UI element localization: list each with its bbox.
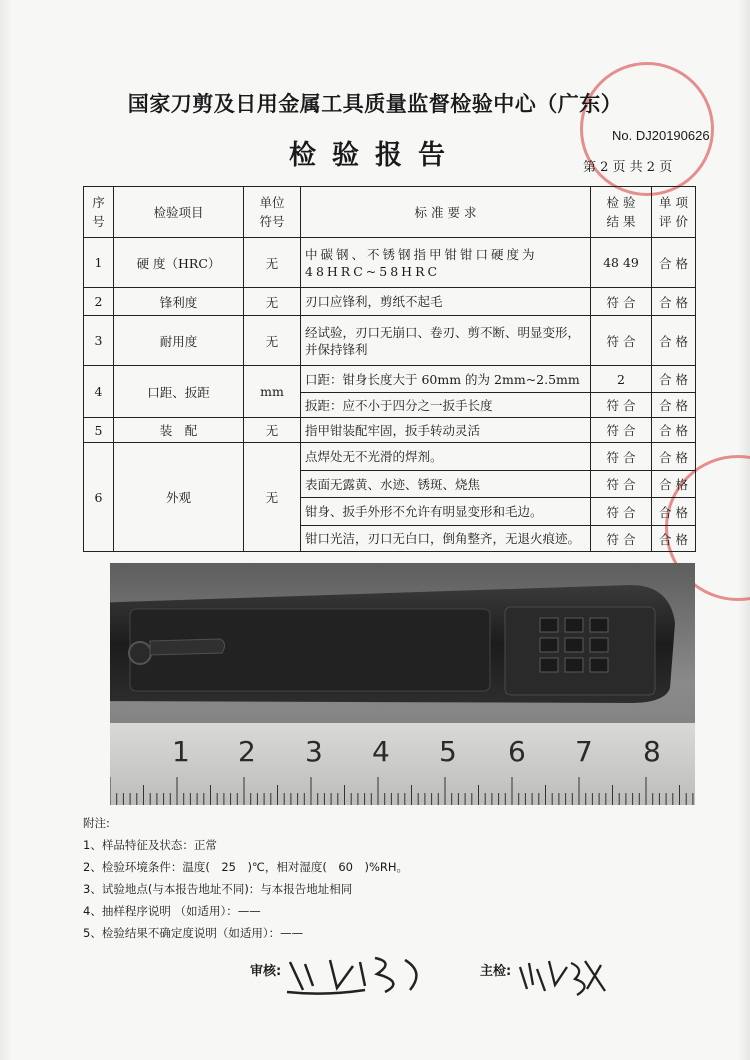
note-item: 4、抽样程序说明 （如适用）：—— (83, 904, 261, 918)
row-eval: 合 格 (652, 366, 696, 393)
row-result: 符 合 (591, 498, 652, 526)
row-no: 2 (84, 288, 114, 316)
report-number: No. DJ20190626 (612, 128, 710, 143)
row-item: 硬 度（HRC） (114, 238, 244, 288)
row-no: 6 (84, 443, 114, 552)
reviewer-label: 审核: (250, 964, 282, 979)
row-unit: 无 (244, 288, 301, 316)
row-result: 2 (591, 366, 652, 393)
row-result: 符 合 (591, 418, 652, 443)
row-eval: 合 格 (652, 443, 696, 471)
row-eval: 合 格 (652, 316, 696, 366)
reviewer-signature (285, 952, 455, 1002)
inspector-label: 主检: (480, 964, 512, 979)
row-unit: mm (244, 366, 301, 418)
row-item: 锋利度 (114, 288, 244, 316)
row-unit: 无 (244, 418, 301, 443)
inspection-table (83, 186, 696, 552)
row-result: 48 49 (591, 238, 652, 288)
row-item: 外观 (114, 443, 244, 552)
note-item: 2、检验环境条件：温度( 25 )℃，相对湿度( 60 )%RH。 (83, 860, 409, 874)
nail-clipper-image (110, 563, 695, 805)
row-requirement: 中碳钢、不锈钢指甲钳钳口硬度为48HRC~58HRC (301, 238, 591, 288)
row-item: 口距、扳距 (114, 366, 244, 418)
row-result: 符 合 (591, 526, 652, 552)
table-row (84, 288, 696, 316)
row-result: 符 合 (591, 316, 652, 366)
ruler-number: 2 (238, 735, 256, 768)
table-row (84, 418, 696, 443)
row-unit: 无 (244, 238, 301, 288)
page-info: 第 2 页 共 2 页 (583, 160, 673, 175)
row-eval: 合 格 (652, 498, 696, 526)
header-unit: 单位 符号 (244, 187, 301, 238)
row-no: 5 (84, 418, 114, 443)
notes-section (83, 812, 408, 944)
row-unit: 无 (244, 443, 301, 552)
row-no: 1 (84, 238, 114, 288)
header-no: 序号 (84, 187, 114, 238)
row-eval: 合 格 (652, 418, 696, 443)
note-item: 3、试验地点(与本报告地址不同)：与本报告地址相同 (83, 882, 353, 896)
row-no: 3 (84, 316, 114, 366)
row-eval: 合 格 (652, 526, 696, 552)
row-result: 符 合 (591, 393, 652, 418)
report-title: 检验报告 (289, 140, 461, 171)
table-row (84, 366, 696, 393)
product-photo (110, 563, 695, 805)
table-header-row (84, 187, 696, 238)
ruler-number: 1 (172, 735, 190, 768)
note-item: 5、检验结果不确定度说明（如适用）：—— (83, 926, 304, 940)
organization-name: 国家刀剪及日用金属工具质量监督检验中心（广东） (127, 92, 623, 116)
row-requirement: 口距：钳身长度大于 60mm 的为 2mm~2.5mm (301, 366, 591, 393)
header-result: 检 验 结 果 (591, 187, 652, 238)
ruler-number: 8 (643, 735, 661, 768)
row-no: 4 (84, 366, 114, 418)
row-result: 符 合 (591, 443, 652, 471)
row-result: 符 合 (591, 288, 652, 316)
ruler-number: 4 (372, 735, 390, 768)
row-requirement: 点焊处无不光滑的焊剂。 (301, 443, 591, 471)
row-requirement: 表面无露黄、水迹、锈斑、烧焦 (301, 471, 591, 498)
row-requirement: 钳口光洁，刃口无白口，倒角整齐，无退火痕迹。 (301, 526, 591, 552)
row-requirement: 经试验，刃口无崩口、卷刃、剪不断、明显变形，并保持锋利 (301, 316, 591, 366)
note-item: 1、样品特征及状态：正常 (83, 838, 217, 852)
ruler-number: 7 (575, 735, 593, 768)
inspector-signature (515, 955, 615, 1003)
table-row (84, 316, 696, 366)
row-unit: 无 (244, 316, 301, 366)
ruler-number: 5 (439, 735, 457, 768)
row-eval: 合 格 (652, 288, 696, 316)
row-requirement: 扳距：应不小于四分之一扳手长度 (301, 393, 591, 418)
row-eval: 合 格 (652, 238, 696, 288)
row-eval: 合 格 (652, 471, 696, 498)
row-result: 符 合 (591, 471, 652, 498)
row-item: 装 配 (114, 418, 244, 443)
notes-heading: 附注: (83, 816, 110, 830)
ruler-number: 6 (508, 735, 526, 768)
table-row (84, 238, 696, 288)
row-requirement: 刃口应锋利，剪纸不起毛 (301, 288, 591, 316)
header-standard: 标 准 要 求 (301, 187, 591, 238)
row-requirement: 指甲钳装配牢固，扳手转动灵活 (301, 418, 591, 443)
table-row (84, 443, 696, 471)
row-eval: 合 格 (652, 393, 696, 418)
header-item: 检验项目 (114, 187, 244, 238)
row-item: 耐用度 (114, 316, 244, 366)
ruler-number: 3 (305, 735, 323, 768)
header-eval: 单 项 评 价 (652, 187, 696, 238)
row-requirement: 钳身、扳手外形不允许有明显变形和毛边。 (301, 498, 591, 526)
